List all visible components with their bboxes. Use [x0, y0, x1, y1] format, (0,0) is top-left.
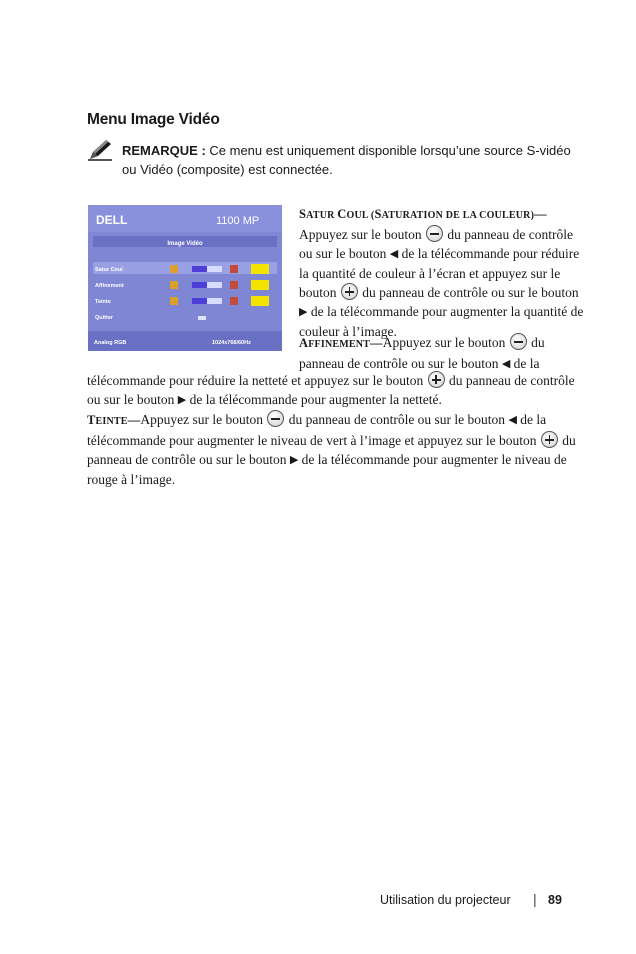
plus-button-icon: [428, 371, 445, 388]
note-text: Ce menu est uniquement disponible lorsqu’une source S-vidéo ou Vidéo (composite) est connectée.: [122, 143, 571, 177]
minus-button-icon: [267, 410, 284, 427]
pencil-note-icon: [88, 139, 112, 161]
osd-model: 1100 MP: [216, 215, 260, 227]
osd-row-0: Satur Coul: [95, 267, 123, 273]
page-number: 89: [548, 893, 562, 907]
osd-decrease-icon: [170, 297, 178, 305]
minus-button-icon: [510, 333, 527, 350]
footer-title: Utilisation du projecteur: [380, 893, 511, 907]
osd-increase-icon: [230, 265, 238, 273]
note-block: [122, 141, 582, 179]
right-arrow-icon: ▶: [289, 454, 299, 466]
paragraph-teinte: TEINTE—Appuyez sur le bouton du panneau de contrôle ou sur le bouton ◀ de la télécommande pour augmenter le niveau de vert à l’image et appuyez sur le bouton du panneau de contrôle ou sur le bouton ▶ de la télécommande pour augmenter le niveau de rouge à l’image.: [87, 412, 576, 487]
right-arrow-icon: ▶: [299, 306, 308, 318]
term-affinement: AFFINEMENT—: [299, 336, 383, 350]
osd-value-box: [251, 280, 269, 290]
plus-button-icon: [541, 431, 558, 448]
plus-button-icon: [341, 283, 358, 300]
osd-source: Analog RGB: [94, 340, 127, 346]
osd-row-3: Quitter: [95, 315, 114, 321]
osd-value-box: [251, 296, 269, 306]
osd-decrease-icon: [170, 265, 178, 273]
left-arrow-icon: ◀: [508, 414, 517, 426]
left-arrow-icon: ◀: [501, 358, 511, 370]
osd-decrease-icon: [170, 281, 178, 289]
term-teinte: TEINTE—: [87, 413, 141, 427]
osd-row-1: Affinement: [95, 283, 124, 289]
osd-slider-fill: [192, 282, 207, 288]
osd-slider-fill: [192, 266, 207, 272]
paragraph-satur-coul: SATUR COUL (SATURATION DE LA COULEUR)—Appuyez sur le bouton du panneau de contrôle ou sur le bouton ◀ de la télécommande pour réduire la quantité de couleur à l’écran et appuyez sur le bouton du panneau de contrôle ou sur le bouton ▶ de la télécommande pour augmenter la quantité de couleur à l’image.: [299, 207, 584, 339]
term-satur-coul: SATUR COUL (SATURATION DE LA COULEUR)—: [299, 207, 547, 221]
left-arrow-icon: ◀: [389, 248, 399, 260]
footer-separator: |: [533, 891, 537, 907]
right-arrow-icon: ▶: [177, 394, 187, 406]
osd-menu-screenshot: [88, 205, 282, 351]
note-label: REMARQUE :: [122, 143, 206, 158]
minus-button-icon: [426, 225, 443, 242]
section-heading: Menu Image Vidéo: [87, 111, 220, 128]
paragraph-affinement-continued: télécommande pour réduire la netteté et appuyez sur le bouton du panneau de contrôle ou sur le bouton ▶ de la télécommande pour augmenter la netteté.: [87, 373, 575, 407]
osd-resolution: 1024x768/60Hz: [212, 340, 251, 346]
osd-increase-icon: [230, 297, 238, 305]
osd-row-2: Teinte: [95, 299, 111, 305]
osd-brand: DELL: [96, 213, 128, 227]
osd-increase-icon: [230, 281, 238, 289]
osd-slider-fill: [192, 298, 207, 304]
osd-title: Image Vidéo: [167, 241, 203, 247]
osd-value-box: [251, 264, 269, 274]
paragraph-affinement: AFFINEMENT—Appuyez sur le bouton du panneau de contrôle ou sur le bouton ◀ de la: [299, 335, 545, 371]
